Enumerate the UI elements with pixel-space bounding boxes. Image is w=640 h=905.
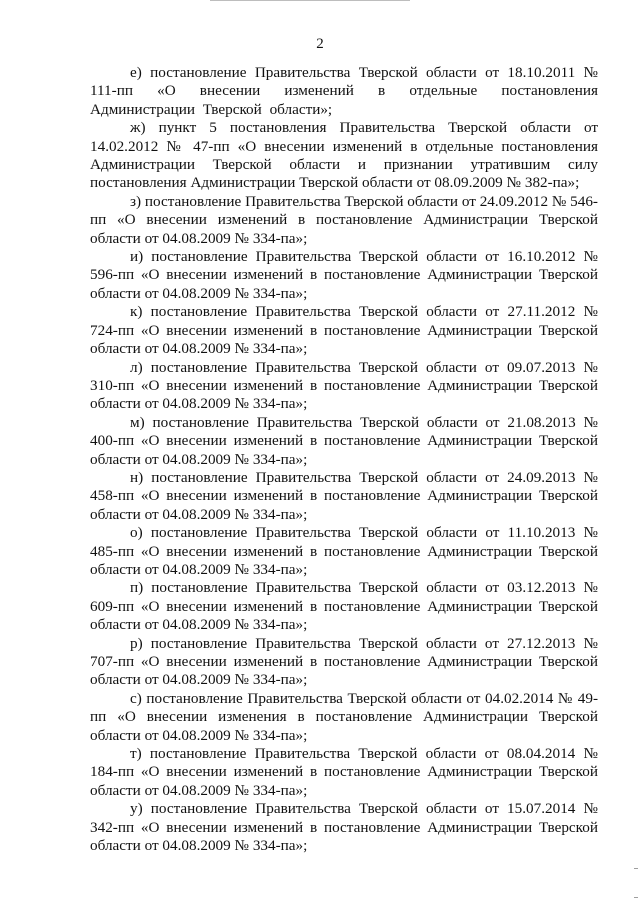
list-item-m: м) постановление Правительства Тверской области от 21.08.2013 № 400-пп «О внесении изменений в постановление Администрации Тверской области от 04.08.2009 № 334-па»; [90, 413, 598, 468]
list-item-k: к) постановление Правительства Тверской области от 27.11.2012 № 724-пп «О внесении изменений в постановление Администрации Тверской области от 04.08.2009 № 334-па»; [90, 303, 598, 358]
list-item-l: л) постановление Правительства Тверской области от 09.07.2013 № 310-пп «О внесении изменений в постановление Администрации Тверской области от 04.08.2009 № 334-па»; [90, 358, 598, 413]
list-item-o: о) постановление Правительства Тверской области от 11.10.2013 № 485-пп «О внесении изменений в постановление Администрации Тверской области от 04.08.2009 № 334-па»; [90, 524, 598, 578]
list-item-r: р) постановление Правительства Тверской области от 27.12.2013 № 707-пп «О внесении изменений в постановление Администрации Тверской области от 04.08.2009 № 334-па»; [90, 634, 598, 689]
list-item-zh: ж) пункт 5 постановления Правительства Тверской области от 14.02.2012 № 47-пп «О внесении изменений в отдельные постановления Администрации Тверской области и признании утратившим силу постановления Администрации Тверской области от 08.09.2009 № 382-па»; [90, 119, 598, 192]
top-border-line [210, 0, 410, 1]
list-item-u: у) постановление Правительства Тверской области от 15.07.2014 № 342-пп «О внесении изменений в постановление Администрации Тверской области от 04.08.2009 № 334-па»; [90, 800, 598, 855]
document-body [90, 64, 598, 855]
scan-edge-mark [634, 897, 638, 898]
page-number: 2 [316, 36, 324, 52]
list-item-n: н) постановление Правительства Тверской области от 24.09.2013 № 458-пп «О внесении изменений в постановление Администрации Тверской области от 04.08.2009 № 334-па»; [90, 468, 598, 523]
list-item-z: з) постановление Правительства Тверской области от 24.09.2012 № 546-пп «О внесении изменений в постановление Администрации Тверской области от 04.08.2009 № 334-па»; [90, 192, 598, 247]
list-item-s: с) постановление Правительства Тверской области от 04.02.2014 № 49-пп «О внесении изменения в постановление Администрации Тверской области от 04.08.2009 № 334-па»; [90, 689, 598, 744]
scan-edge-mark [634, 868, 638, 869]
list-item-e: е) постановление Правительства Тверской области от 18.10.2011 № 111-пп «О внесении изменений в отдельные постановления Администрации Тверской области»; [90, 64, 598, 118]
list-item-p: п) постановление Правительства Тверской области от 03.12.2013 № 609-пп «О внесении изменений в постановление Администрации Тверской области от 04.08.2009 № 334-па»; [90, 579, 598, 634]
list-item-t: т) постановление Правительства Тверской области от 08.04.2014 № 184-пп «О внесении изменений в постановление Администрации Тверской области от 04.08.2009 № 334-па»; [90, 745, 598, 799]
list-item-i: и) постановление Правительства Тверской области от 16.10.2012 № 596-пп «О внесении изменений в постановление Администрации Тверской области от 04.08.2009 № 334-па»; [90, 248, 598, 302]
